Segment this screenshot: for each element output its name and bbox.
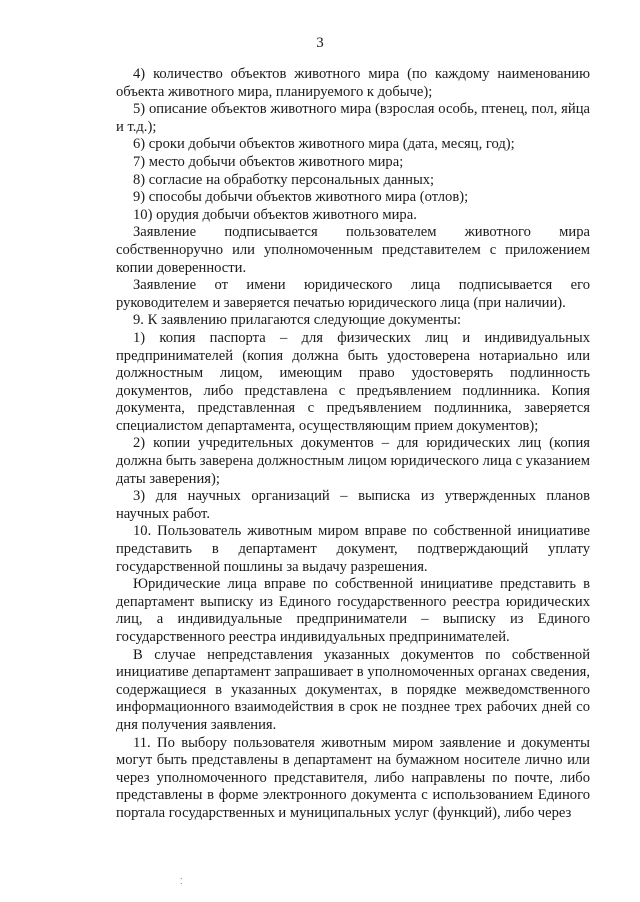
list-item-harvest-dates: 6) сроки добычи объектов животного мира (дата, месяц, год); (133, 136, 515, 153)
list-item-passport-copy: 1) копия паспорта – для физических лиц и индивидуальных предпринимателей (копия должна быть удостоверена нотариально или должностным лицом, имеющим право удостоверять подлинность документов, либо представлена с предъявлением подлинника. Копия документа, представленная с предъявлением подлинника, заверяется специалистом департамента, осуществляющим прием документов); (116, 329, 590, 434)
list-item-founding-documents: 2) копии учредительных документов – для юридических лиц (копия должна быть заверена должностным лицом юридического лица с указанием даты заверения); (116, 435, 590, 487)
list-item-animal-description: 5) описание объектов животного мира (взрослая особь, птенец, пол, яйца и т.д.); (116, 101, 590, 135)
page-number: 3 (316, 35, 324, 51)
scan-speck: ⁚ (180, 877, 183, 886)
list-item-animal-count: 4) количество объектов животного мира (по каждому наименованию объекта животного мира, планируемого к добыче); (116, 66, 590, 100)
document-body (116, 66, 590, 823)
paragraph-registry-extract: Юридические лица вправе по собственной инициативе представить в департамент выписку из Единого государственного реестра юридических лиц, а индивидуальные предприниматели – выписку из Единого государственного реестра индивидуальных предпринимателей. (116, 576, 590, 645)
list-item-harvest-place: 7) место добычи объектов животного мира; (133, 153, 404, 170)
list-item-harvest-methods: 9) способы добычи объектов животного мира (отлов); (133, 189, 469, 206)
list-item-data-consent: 8) согласие на обработку персональных данных; (133, 171, 435, 188)
paragraph-signature: Заявление подписывается пользователем животного мира собственноручно или уполномоченным представителем с приложением копии доверенности. (116, 224, 590, 276)
list-item-harvest-tools: 10) орудия добычи объектов животного мира. (133, 206, 417, 223)
paragraph-interagency-request: В случае непредставления указанных документов по собственной инициативе департамент запрашивает в уполномоченных органах сведения, содержащиеся в указанных документах, в порядке межведомственного информационного взаимодействия в срок не позднее трех рабочих дней со дня получения заявления. (116, 646, 590, 733)
paragraph-legal-entity-signature: Заявление от имени юридического лица подписывается его руководителем и заверяется печатью юридического лица (при наличии). (116, 277, 590, 311)
list-item-research-plans: 3) для научных организаций – выписка из утвержденных планов научных работ. (116, 488, 590, 522)
clause-11: 11. По выбору пользователя животным миром заявление и документы могут быть представлены в департамент на бумажном носителе лично или через уполномоченного представителя, либо направлены по почте, либо представлены в форме электронного документа с использованием Единого портала государственных и муниципальных услуг (функций), либо через (116, 734, 590, 821)
clause-10: 10. Пользователь животным миром вправе по собственной инициативе представить в департамент документ, подтверждающий уплату государственной пошлины за выдачу разрешения. (116, 523, 590, 575)
clause-9-heading: 9. К заявлению прилагаются следующие документы: (133, 312, 462, 329)
